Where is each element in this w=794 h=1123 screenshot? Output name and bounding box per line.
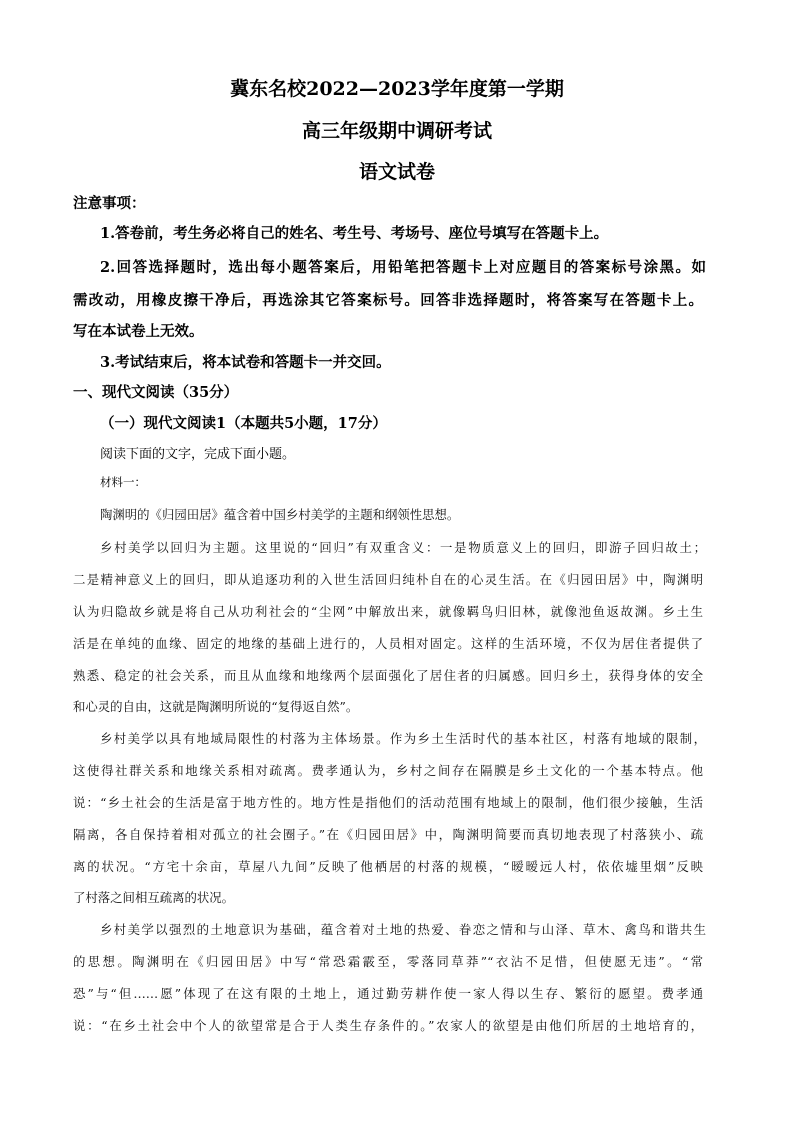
exam-title-line-2: 高三年级期中调研考试 <box>301 120 492 142</box>
passage-p4-line-4: 说：“在乡土社会中个人的欲望常是合于人类生存条件的。”农家人的欲望是由他们所居的土地培育的， <box>73 1018 703 1033</box>
notice-item-3: 3.考试结束后，将本试卷和答题卡一并交回。 <box>100 354 391 371</box>
subsection-heading: （一）现代文阅读1（本题共5小题，17分） <box>100 415 387 432</box>
reading-instruction: 阅读下面的文字，完成下面小题。 <box>100 447 296 462</box>
notice-item-1: 1.答卷前，考生务必将自己的姓名、考生号、考场号、座位号填写在答题卡上。 <box>100 225 609 242</box>
notice-item-2-line-1: 2.回答选择题时，选出每小题答案后，用铅笔把答题卡上对应题目的答案标号涂黑。如 <box>100 259 706 276</box>
passage-p2-line-2: 二是精神意义上的回归，即从追逐功利的入世生活回归纯朴自在的心灵生活。在《归园田居》中，陶渊明 <box>73 572 703 587</box>
passage-p2-line-4: 活是在单纯的血缘、固定的地缘的基础上进行的，人员相对固定。这样的生活环境，不仅为居住者提供了 <box>73 636 703 651</box>
passage-paragraph-1: 陶渊明的《归园田居》蕴含着中国乡村美学的主题和纲领性思想。 <box>100 507 460 522</box>
passage-p2-line-6: 和心灵的自由，这就是陶渊明所说的“复得返自然”。 <box>73 699 359 714</box>
notice-item-2-line-2: 需改动，用橡皮擦干净后，再选涂其它答案标号。回答非选择题时，将答案写在答题卡上。 <box>73 292 703 309</box>
passage-p4-line-3: 恐”与“但……愿”体现了在这有限的土地上，通过勤劳耕作使一家人得以生存、繁衍的愿望。费孝通 <box>73 986 703 1001</box>
passage-p2-line-5: 熟悉、稳定的社会关系，而且从血缘和地缘两个层面强化了居住者的归属感。回归乡土，获得身体的安全 <box>73 668 703 683</box>
passage-p2-line-1: 乡村美学以回归为主题。这里说的“回归”有双重含义：一是物质意义上的回归，即游子回归故土； <box>100 540 706 555</box>
section-heading: 一、现代文阅读（35分） <box>73 384 239 401</box>
material-label: 材料一： <box>100 475 146 489</box>
exam-title-line-3: 语文试卷 <box>358 161 435 183</box>
passage-p3-line-4: 隔离，各自保持着相对孤立的社会圈子。”在《归园田居》中，陶渊明简要而真切地表现了村落狭小、疏 <box>73 827 703 842</box>
passage-p3-line-3: 说：“乡土社会的生活是富于地方性的。地方性是指他们的活动范围有地域上的限制，他们很少接触，生活 <box>73 795 703 810</box>
notice-item-2-line-3: 写在本试卷上无效。 <box>73 323 204 340</box>
passage-p3-line-1: 乡村美学以具有地域局限性的村落为主体场景。作为乡土生活时代的基本社区，村落有地域的限制， <box>100 731 706 746</box>
passage-p4-line-1: 乡村美学以强烈的土地意识为基础，蕴含着对土地的热爱、眷恋之情和与山泽、草木、禽鸟和谐共生 <box>100 922 706 937</box>
passage-p4-line-2: 的思想。陶渊明在《归园田居》中写“常恐霜霰至，零落同草莽”“衣沾不足惜，但使愿无违”。“常 <box>73 954 703 969</box>
exam-title-line-1: 冀东名校2022—2023学年度第一学期 <box>230 78 564 100</box>
notice-heading: 注意事项： <box>73 195 146 212</box>
passage-p3-line-5: 离的状况。“方宅十余亩，草屋八九间”反映了他栖居的村落的规模，“暧暧远人村，依依墟里烟”反映 <box>73 859 703 874</box>
passage-p3-line-6: 了村落之间相互疏离的状况。 <box>73 890 235 905</box>
passage-p2-line-3: 认为归隐故乡就是将自己从功利社会的“尘网”中解放出来，就像羁鸟归旧林，就像池鱼返故渊。乡土生 <box>73 604 703 619</box>
passage-p3-line-2: 这使得社群关系和地缘关系相对疏离。费孝通认为，乡村之间存在隔膜是乡土文化的一个基本特点。他 <box>73 763 703 778</box>
